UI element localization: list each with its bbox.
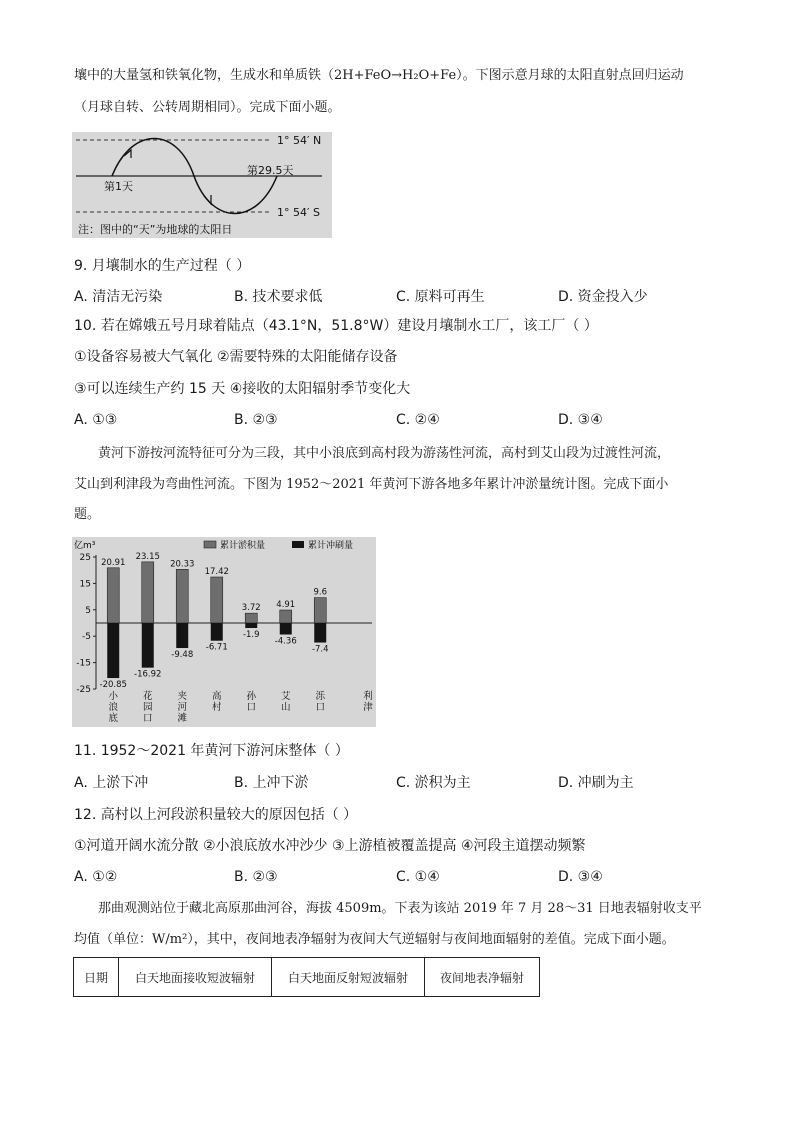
- q11-option-b[interactable]: B. 上冲下淤: [234, 775, 309, 791]
- category-label: 艾: [280, 691, 291, 702]
- q11-option-c[interactable]: C. 淤积为主: [396, 775, 471, 791]
- legend-swatch-deposit: [204, 541, 216, 548]
- q12-option-c[interactable]: C. ①④: [396, 869, 440, 885]
- q9-stem: 9. 月壤制水的生产过程（ ）: [74, 258, 251, 274]
- table-header-day-absorbed: 白天地面接收短波辐射: [119, 958, 272, 997]
- category-label: 利: [363, 691, 373, 702]
- category-label: 滩: [177, 713, 188, 724]
- moon-fig-note: 注：图中的“天”为地球的太阳日: [78, 223, 233, 236]
- y-tick-label: -5: [82, 632, 91, 643]
- lat-north-label: 1° 54′ N: [277, 134, 322, 147]
- intro-line-2: （月球自转、公转周期相同）。完成下面小题。: [74, 100, 341, 115]
- q10-option-d[interactable]: D. ③④: [558, 412, 603, 428]
- legend-erosion-label: 累计冲刷量: [308, 541, 354, 551]
- passage2-line-3: 题。: [74, 507, 101, 522]
- moon-solar-diagram: [72, 132, 332, 238]
- deposit-bar: [314, 598, 326, 623]
- category-label: 口: [246, 702, 257, 713]
- category-label: 园: [142, 702, 153, 713]
- deposit-value-label: 3.72: [241, 603, 261, 614]
- radiation-table: [73, 957, 540, 997]
- erosion-bar: [176, 623, 188, 648]
- category-label: 口: [315, 702, 326, 713]
- passage3-line-2: 均值（单位：W/m²），其中，夜间地表净辐射为夜间大气逆辐射与夜间地面辐射的差值。完成下面小题。: [74, 932, 675, 947]
- deposit-bar: [280, 610, 292, 623]
- deposit-bar: [142, 562, 154, 623]
- y-tick-label: 5: [85, 605, 91, 616]
- q9-option-b[interactable]: B. 技术要求低: [234, 289, 323, 305]
- category-label: 高: [211, 691, 222, 702]
- deposit-value-label: 17.42: [204, 567, 229, 578]
- q9-option-a[interactable]: A. 清洁无污染: [74, 289, 163, 305]
- deposit-value-label: 20.91: [101, 557, 126, 568]
- category-label: 山: [280, 702, 291, 713]
- y-tick-label: -25: [76, 685, 91, 695]
- deposit-bar: [107, 568, 119, 623]
- y-tick-label: 25: [79, 553, 91, 563]
- erosion-value-label: -16.92: [134, 669, 162, 680]
- table-header-date: 日期: [74, 958, 119, 997]
- intro-line-1: 壤中的大量氢和铁氧化物，生成水和单质铁（2H+FeO→H₂O+Fe）。下图示意月球的太阳直射点回归运动: [74, 68, 684, 83]
- legend-deposit-label: 累计淤积量: [220, 541, 266, 551]
- category-label: 村: [211, 702, 222, 713]
- q12-stem: 12. 高村以上河段淤积量较大的原因包括（ ）: [74, 807, 358, 823]
- q11-option-a[interactable]: A. 上淤下冲: [74, 775, 149, 791]
- erosion-value-label: -20.85: [99, 680, 127, 691]
- legend-swatch-erosion: [292, 541, 304, 548]
- category-label: 花: [142, 691, 153, 702]
- category-label: 孙: [246, 691, 257, 702]
- passage2-line-1: 黄河下游按河流特征可分为三段，其中小浪底到高村段为游荡性河流，高村到艾山段为过渡性河流，: [98, 446, 671, 461]
- category-label: 河: [177, 702, 188, 713]
- y-tick-label: 15: [79, 579, 91, 590]
- table-header-row: [74, 958, 540, 997]
- passage2-line-2: 艾山到利津段为弯曲性河流。下图为 1952～2021 年黄河下游各地多年累计冲淤量统计图。完成下面小: [74, 477, 669, 492]
- category-label: 小: [108, 691, 119, 702]
- deposit-value-label: 23.15: [135, 551, 160, 562]
- erosion-bar: [314, 623, 326, 643]
- erosion-bar: [245, 623, 257, 628]
- q9-option-c[interactable]: C. 原料可再生: [396, 289, 485, 305]
- sediment-chart-svg: [72, 537, 376, 727]
- deposit-value-label: 4.91: [276, 600, 296, 611]
- category-label: 口: [142, 713, 153, 724]
- q10-option-b[interactable]: B. ②③: [234, 412, 278, 428]
- category-label: 夹: [177, 691, 188, 702]
- erosion-value-label: -4.36: [274, 636, 297, 647]
- day-end-label: 第29.5天: [247, 164, 294, 177]
- chart-unit: 亿m³: [74, 541, 96, 551]
- category-label: 津: [363, 702, 373, 713]
- erosion-value-label: -1.9: [242, 630, 260, 641]
- deposit-bar: [211, 577, 223, 623]
- erosion-value-label: -6.71: [205, 642, 228, 653]
- deposit-value-label: 20.33: [170, 559, 195, 570]
- category-label: 浪: [108, 702, 119, 713]
- deposit-value-label: 9.6: [313, 587, 328, 598]
- category-label: 底: [108, 713, 119, 724]
- deposit-bar: [245, 613, 257, 623]
- table-header-night-net: 夜间地表净辐射: [425, 958, 540, 997]
- q10-stem: 10. 若在嫦娥五号月球着陆点（43.1°N，51.8°W）建设月壤制水工厂，该工厂（ ）: [74, 318, 598, 334]
- y-tick-label: -15: [76, 658, 91, 669]
- moon-solar-figure: [72, 132, 332, 238]
- q10-statements-1: ①设备容易被大气氧化 ②需要特殊的太阳能储存设备: [74, 349, 398, 365]
- q11-stem: 11. 1952～2021 年黄河下游河床整体（ ）: [74, 743, 349, 759]
- q12-option-d[interactable]: D. ③④: [558, 869, 603, 885]
- category-label: 泺: [315, 691, 326, 702]
- q12-statements: ①河道开阔水流分散 ②小浪底放水冲沙少 ③上游植被覆盖提高 ④河段主道摆动频繁: [74, 838, 586, 854]
- erosion-bar: [107, 623, 119, 678]
- deposit-bar: [176, 569, 188, 623]
- erosion-value-label: -9.48: [171, 650, 194, 661]
- passage3-line-1: 那曲观测站位于藏北高原那曲河谷，海拔 4509m。下表为该站 2019 年 7 月 28～31 日地表辐射收支平: [98, 901, 702, 916]
- q10-option-c[interactable]: C. ②④: [396, 412, 440, 428]
- sediment-chart: [72, 537, 376, 727]
- q12-option-b[interactable]: B. ②③: [234, 869, 278, 885]
- q10-statements-2: ③可以连续生产约 15 天 ④接收的太阳辐射季节变化大: [74, 381, 411, 397]
- erosion-value-label: -7.4: [311, 644, 329, 655]
- table-header-day-reflected: 白天地面反射短波辐射: [272, 958, 425, 997]
- q11-option-d[interactable]: D. 冲刷为主: [558, 775, 634, 791]
- q9-option-d[interactable]: D. 资金投入少: [558, 289, 648, 305]
- lat-south-label: 1° 54′ S: [277, 206, 320, 219]
- q12-option-a[interactable]: A. ①②: [74, 869, 118, 885]
- erosion-bar: [211, 623, 223, 641]
- q10-option-a[interactable]: A. ①③: [74, 412, 118, 428]
- erosion-bar: [142, 623, 154, 668]
- erosion-bar: [280, 623, 292, 635]
- day-start-label: 第1天: [104, 180, 133, 193]
